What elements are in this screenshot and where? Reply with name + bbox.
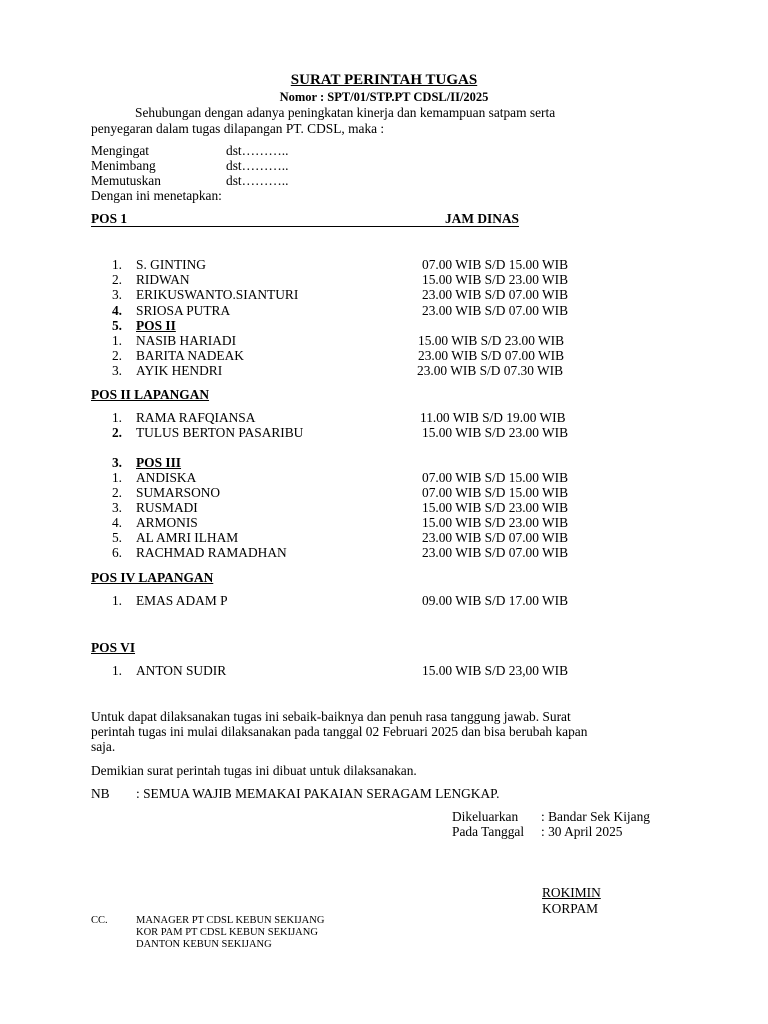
- demikian-text: Demikian surat perintah tugas ini dibuat untuk dilaksanakan.: [91, 763, 417, 778]
- schedule-header: [91, 212, 519, 227]
- cc-recipient: MANAGER PT CDSL KEBUN SEKIJANG: [136, 915, 325, 926]
- clause-label: Menimbang: [91, 158, 156, 173]
- shift-time: 15.00 WIB S/D 23.00 WIB: [422, 272, 569, 287]
- guard-name: RAMA RAFQIANSA: [136, 410, 256, 425]
- row-number: 2.: [111, 485, 122, 500]
- row-number: 3.: [111, 363, 122, 378]
- row-number: 1.: [111, 663, 122, 678]
- row-number: 2.: [111, 272, 122, 287]
- header-pos: POS 1: [91, 211, 128, 226]
- guard-name: S. GINTING: [136, 257, 206, 272]
- cc-recipient: DANTON KEBUN SEKIJANG: [136, 939, 272, 950]
- intro-line-2: penyegaran dalam tugas dilapangan PT. CDSL, maka :: [91, 121, 385, 136]
- shift-time: 15.00 WIB S/D 23,00 WIB: [422, 663, 569, 678]
- row-number: 4.: [111, 303, 122, 318]
- closing-line-1: Untuk dapat dilaksanakan tugas ini sebaik-baiknya dan penuh rasa tanggung jawab. Surat: [91, 709, 571, 724]
- section-heading-pos-ii-lapangan: POS II LAPANGAN: [91, 387, 210, 402]
- guard-name: NASIB HARIADI: [136, 333, 237, 348]
- shift-time: 11.00 WIB S/D 19.00 WIB: [420, 410, 566, 425]
- signer-title: KORPAM: [542, 901, 599, 916]
- row-number: 1.: [111, 593, 122, 608]
- shift-time: 15.00 WIB S/D 23.00 WIB: [422, 500, 569, 515]
- shift-time: 15.00 WIB S/D 23.00 WIB: [422, 515, 569, 530]
- row-number: 6.: [111, 545, 122, 560]
- document-title: SURAT PERINTAH TUGAS: [290, 72, 478, 88]
- clause-label: Mengingat: [91, 143, 150, 158]
- shift-time: 23.00 WIB S/D 07.00 WIB: [422, 530, 569, 545]
- shift-time: 15.00 WIB S/D 23.00 WIB: [418, 333, 565, 348]
- tanggal-value: : 30 April 2025: [541, 824, 623, 839]
- guard-name: RUSMADI: [136, 500, 198, 515]
- dikeluarkan-value: : Bandar Sek Kijang: [541, 809, 650, 824]
- guard-name: ANTON SUDIR: [136, 663, 227, 678]
- closing-line-2: perintah tugas ini mulai dilaksanakan pada tanggal 02 Februari 2025 dan bisa berubah kapan: [91, 724, 588, 739]
- intro-line-1: Sehubungan dengan adanya peningkatan kinerja dan kemampuan satpam serta: [135, 105, 556, 120]
- shift-time: 07.00 WIB S/D 15.00 WIB: [422, 485, 569, 500]
- row-number: 1.: [111, 410, 122, 425]
- shift-time: 09.00 WIB S/D 17.00 WIB: [422, 593, 569, 608]
- clause-label: Memutuskan: [91, 173, 161, 188]
- shift-time: 23.00 WIB S/D 07.30 WIB: [417, 363, 564, 378]
- section-number: 3.: [111, 455, 122, 470]
- signer-name: ROKIMIN: [542, 885, 601, 900]
- header-jam-dinas: JAM DINAS: [444, 211, 519, 226]
- guard-name: ANDISKA: [136, 470, 197, 485]
- guard-name: ERIKUSWANTO.SIANTURI: [136, 287, 299, 302]
- section-heading-pos-iii: POS III: [136, 455, 182, 470]
- row-number: 4.: [111, 515, 122, 530]
- tanggal-label: Pada Tanggal: [452, 824, 525, 839]
- clause-value: dst………..: [226, 143, 289, 158]
- row-number: 1.: [111, 470, 122, 485]
- guard-name: SRIOSA PUTRA: [136, 303, 231, 318]
- guard-name: ARMONIS: [136, 515, 198, 530]
- clause-value: dst………..: [226, 158, 289, 173]
- shift-time: 07.00 WIB S/D 15.00 WIB: [422, 257, 569, 272]
- menetapkan-text: Dengan ini menetapkan:: [91, 188, 222, 203]
- guard-name: TULUS BERTON PASARIBU: [136, 425, 304, 440]
- guard-name: SUMARSONO: [136, 485, 221, 500]
- shift-time: 15.00 WIB S/D 23.00 WIB: [422, 425, 569, 440]
- shift-time: 23.00 WIB S/D 07.00 WIB: [422, 287, 569, 302]
- guard-name: EMAS ADAM P: [136, 593, 228, 608]
- section-heading-pos-ii: POS II: [136, 318, 176, 333]
- guard-name: BARITA NADEAK: [136, 348, 244, 363]
- row-number: 1.: [111, 333, 122, 348]
- closing-line-3: saja.: [91, 739, 116, 754]
- cc-recipient: KOR PAM PT CDSL KEBUN SEKIJANG: [136, 927, 318, 938]
- section-heading-pos-iv-lapangan: POS IV LAPANGAN: [91, 570, 214, 585]
- row-number: 2.: [111, 425, 122, 440]
- guard-name: RIDWAN: [136, 272, 190, 287]
- row-number: 1.: [111, 257, 122, 272]
- guard-name: AYIK HENDRI: [136, 363, 223, 378]
- shift-time: 23.00 WIB S/D 07.00 WIB: [418, 348, 565, 363]
- nb-text: : SEMUA WAJIB MEMAKAI PAKAIAN SERAGAM LENGKAP.: [136, 786, 500, 801]
- guard-name: AL AMRI ILHAM: [136, 530, 239, 545]
- row-number: 3.: [111, 287, 122, 302]
- shift-time: 23.00 WIB S/D 07.00 WIB: [422, 303, 569, 318]
- section-heading-pos-vi: POS VI: [91, 640, 136, 655]
- document-number: Nomor : SPT/01/STP.PT CDSL/II/2025: [279, 90, 489, 104]
- shift-time: 07.00 WIB S/D 15.00 WIB: [422, 470, 569, 485]
- guard-name: RACHMAD RAMADHAN: [136, 545, 287, 560]
- row-number: 5.: [111, 530, 122, 545]
- row-number: 3.: [111, 500, 122, 515]
- row-number: 2.: [111, 348, 122, 363]
- clause-value: dst………..: [226, 173, 289, 188]
- cc-label: CC.: [91, 915, 108, 926]
- section-number: 5.: [111, 318, 122, 333]
- shift-time: 23.00 WIB S/D 07.00 WIB: [422, 545, 569, 560]
- dikeluarkan-label: Dikeluarkan: [452, 809, 519, 824]
- nb-label: NB: [91, 786, 110, 801]
